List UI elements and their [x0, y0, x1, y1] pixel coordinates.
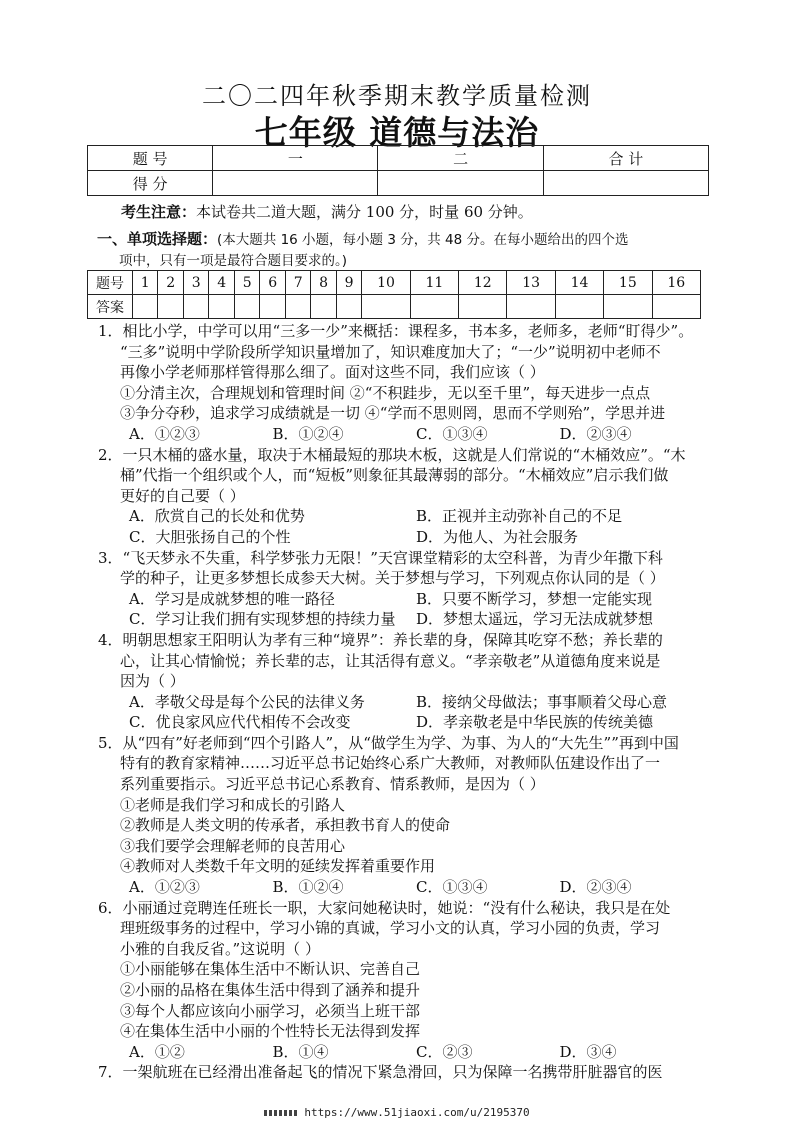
option-b: B．只要不断学习，梦想一定能实现 — [416, 589, 653, 608]
question-text: 5．从“四有”好老师到“四个引路人”，从“做学生为学、为事、为人的“大先生””再到中国 — [98, 733, 679, 752]
statement-item: ④在集体生活中小丽的个性特长无法得到发挥 — [120, 1022, 421, 1041]
question-text: 系列重要指示。习近平总书记心系教育、情系教师，是因为（ ） — [120, 775, 545, 794]
answer-cell — [459, 295, 507, 319]
option-c: C．①③④ — [416, 424, 488, 443]
answer-cell — [311, 295, 336, 319]
score-table-row-label: 得 分 — [88, 171, 213, 196]
question-number-cell: 12 — [459, 271, 507, 295]
answer-table-row-label: 答案 — [88, 295, 133, 319]
answer-cell — [336, 295, 361, 319]
notice-label: 考生注意： — [121, 203, 197, 221]
answer-options — [98, 506, 703, 527]
answer-cell — [604, 295, 652, 319]
question-1 — [98, 321, 703, 445]
option-a: A．①②③ — [129, 424, 200, 443]
question-text: 学的种子，让更多梦想长成参天大树。关于梦想与学习，下列观点你认同的是（ ） — [120, 569, 665, 588]
option-d: D．③④ — [559, 1042, 617, 1061]
option-c: C．①③④ — [416, 878, 488, 897]
option-a: A．欣赏自己的长处和优势 — [129, 507, 305, 526]
question-text: 心，让其心情愉悦；养长辈的志，让其活得有意义。“孝亲敬老”从道德角度来说是 — [120, 651, 661, 670]
answer-options — [98, 1042, 703, 1063]
question-text: “三多”说明中学阶段所学知识量增加了，知识难度加大了；“一少”说明初中老师不 — [120, 342, 661, 361]
option-a: A．①②③ — [129, 878, 200, 897]
answer-cell — [158, 295, 183, 319]
option-b: B．①②④ — [272, 424, 344, 443]
question-number-cell: 2 — [158, 271, 183, 295]
answer-cell — [260, 295, 285, 319]
statement-item: ①分清主次，合理规划和管理时间 ②“不积跬步，无以至千里”，每天进步一点点 — [120, 383, 651, 402]
answer-cell — [410, 295, 458, 319]
exam-notice — [121, 201, 533, 222]
statement-item: ②小丽的品格在集体生活中得到了涵养和提升 — [120, 981, 421, 999]
option-d: D．②③④ — [559, 424, 632, 443]
answer-cell — [133, 295, 158, 319]
score-table — [87, 145, 709, 196]
option-d: D．为他人、为社会服务 — [416, 527, 579, 546]
score-table-header-cell: 一 — [213, 146, 378, 171]
answer-options — [98, 877, 703, 898]
question-text: 更好的自己要（ ） — [120, 486, 245, 505]
question-number-cell: 14 — [555, 271, 603, 295]
option-a: A．孝敬父母是每个公民的法律义务 — [129, 692, 365, 711]
score-cell — [213, 171, 378, 196]
answer-cell — [209, 295, 234, 319]
option-c: C．大胆张扬自己的个性 — [129, 527, 291, 546]
statement-item: ③争分夺秒，追求学习成绩就是一切 ④“学而不思则罔，思而不学则殆”，学思并进 — [120, 404, 666, 423]
score-table-header-cell: 二 — [378, 146, 543, 171]
option-b: B．正视并主动弥补自己的不足 — [416, 507, 623, 526]
question-number-cell: 15 — [604, 271, 652, 295]
statement-item: ①小丽能够在集体生活中不断认识、完善自己 — [120, 960, 421, 979]
notice-text: 本试卷共二道大题，满分 100 分，时量 60 分钟。 — [196, 203, 533, 221]
answer-cell — [285, 295, 310, 319]
question-text: 因为（ ） — [120, 672, 185, 691]
answer-options — [98, 692, 703, 713]
answer-cell — [555, 295, 603, 319]
answer-cell — [507, 295, 555, 319]
question-2 — [98, 445, 703, 548]
question-number-cell: 1 — [133, 271, 158, 295]
option-b: B．①②④ — [272, 878, 344, 897]
option-d: D．梦想太遥远，学习无法成就梦想 — [416, 610, 654, 629]
statement-item: ④教师对人类数千年文明的延续发挥着重要作用 — [120, 857, 436, 876]
statement-item: ②教师是人类文明的传承者，承担教书育人的使命 — [120, 816, 451, 835]
question-text: 7．一架航班在已经滑出准备起飞的情况下紧急滑回，只为保障一名携带肝脏器官的医 — [98, 1063, 663, 1082]
answer-options — [98, 424, 703, 445]
question-3 — [98, 548, 703, 630]
footer-url[interactable]: https://www.51jiaoxi.com/u/2195370 — [304, 1106, 530, 1119]
question-text: 3．“飞天梦永不失重，科学梦张力无限！”天宫课堂精彩的太空科普，为青少年撒下科 — [98, 548, 663, 567]
option-a: A．①② — [129, 1042, 185, 1061]
question-number-cell: 7 — [285, 271, 310, 295]
question-text: 4．明朝思想家王阳明认为孝有三种“境界”：养长辈的身，保障其吃穿不愁；养长辈的 — [98, 630, 663, 649]
option-a: A．学习是成就梦想的唯一路径 — [129, 589, 335, 608]
option-d: D．孝亲敬老是中华民族的传统美德 — [416, 713, 654, 732]
question-number-cell: 4 — [209, 271, 234, 295]
question-text: 特有的教育家精神……习近平总书记始终心系广大教师，对教师队伍建设作出了一 — [120, 754, 661, 773]
section-heading — [97, 229, 717, 272]
option-c: C．②③ — [416, 1042, 473, 1061]
statement-item: ③我们要学会理解老师的良苦用心 — [120, 836, 346, 855]
section-title: 一、单项选择题： — [97, 230, 218, 248]
answer-table-row-label: 题号 — [88, 271, 133, 295]
question-text: 2．一只木桶的盛水量，取决于木桶最短的那块木板，这就是人们常说的“木桶效应”。“木 — [98, 445, 686, 464]
option-d: D．②③④ — [559, 878, 632, 897]
question-number-cell: 6 — [260, 271, 285, 295]
question-number-cell: 5 — [234, 271, 259, 295]
watermark-logo — [264, 1110, 298, 1116]
answer-cell — [234, 295, 259, 319]
question-text: 6．小丽通过竞聘连任班长一职，大家问她秘诀时，她说：“没有什么秘诀，我只是在处 — [98, 898, 671, 917]
question-list — [98, 321, 703, 1083]
option-c: C．优良家风应代代相传不会改变 — [129, 713, 351, 732]
answer-options — [98, 527, 703, 548]
question-number-cell: 11 — [410, 271, 458, 295]
question-number-cell: 10 — [362, 271, 410, 295]
question-number-cell: 8 — [311, 271, 336, 295]
question-text: 1．相比小学，中学可以用“三多一少”来概括：课程多，书本多，老师多，老师“盯得少”。 — [98, 322, 694, 340]
option-c: C．学习让我们拥有实现梦想的持续力量 — [129, 610, 396, 629]
question-number-cell: 3 — [183, 271, 208, 295]
question-text: 小雅的自我反省。”这说明（ ） — [120, 939, 320, 958]
question-5 — [98, 733, 703, 898]
question-4 — [98, 630, 703, 733]
question-text: 再像小学老师那样管得那么细了。面对这些不同，我们应该（ ） — [120, 363, 545, 382]
statement-item: ③每个人都应该向小丽学习，必须当上班干部 — [120, 1001, 421, 1020]
answer-cell — [183, 295, 208, 319]
question-7 — [98, 1062, 703, 1083]
answer-cell — [652, 295, 700, 319]
page-footer — [0, 1106, 794, 1119]
score-table-header-cell: 合 计 — [543, 146, 708, 171]
option-b: B．接纳父母做法；事事顺着父母心意 — [416, 692, 668, 711]
question-number-cell: 13 — [507, 271, 555, 295]
question-6 — [98, 898, 703, 1063]
exam-title: 二〇二四年秋季期末教学质量检测 — [202, 82, 592, 110]
answer-table — [87, 270, 701, 319]
question-number-cell: 16 — [652, 271, 700, 295]
question-number-cell: 9 — [336, 271, 361, 295]
score-cell — [378, 171, 543, 196]
question-text: 桶”代指一个组织或个人，而“短板”则象征其最薄弱的部分。“木桶效应”启示我们做 — [120, 466, 669, 485]
option-b: B．①④ — [272, 1042, 329, 1061]
exam-subject-title: 七年级 道德与法治 — [254, 113, 540, 152]
score-table-header-cell: 题 号 — [88, 146, 213, 171]
answer-options — [98, 609, 703, 630]
answer-options — [98, 712, 703, 733]
answer-options — [98, 589, 703, 610]
section-instructions-cont: 项中，只有一项是最符合题目要求的。) — [119, 253, 348, 269]
question-text: 理班级事务的过程中，学习小锦的真诚，学习小文的认真，学习小园的负责，学习 — [120, 919, 661, 938]
section-instructions: (本大题共 16 小题，每小题 3 分，共 48 分。在每小题给出的四个选 — [217, 232, 629, 248]
answer-cell — [362, 295, 410, 319]
score-cell — [543, 171, 708, 196]
statement-item: ①老师是我们学习和成长的引路人 — [120, 795, 346, 814]
